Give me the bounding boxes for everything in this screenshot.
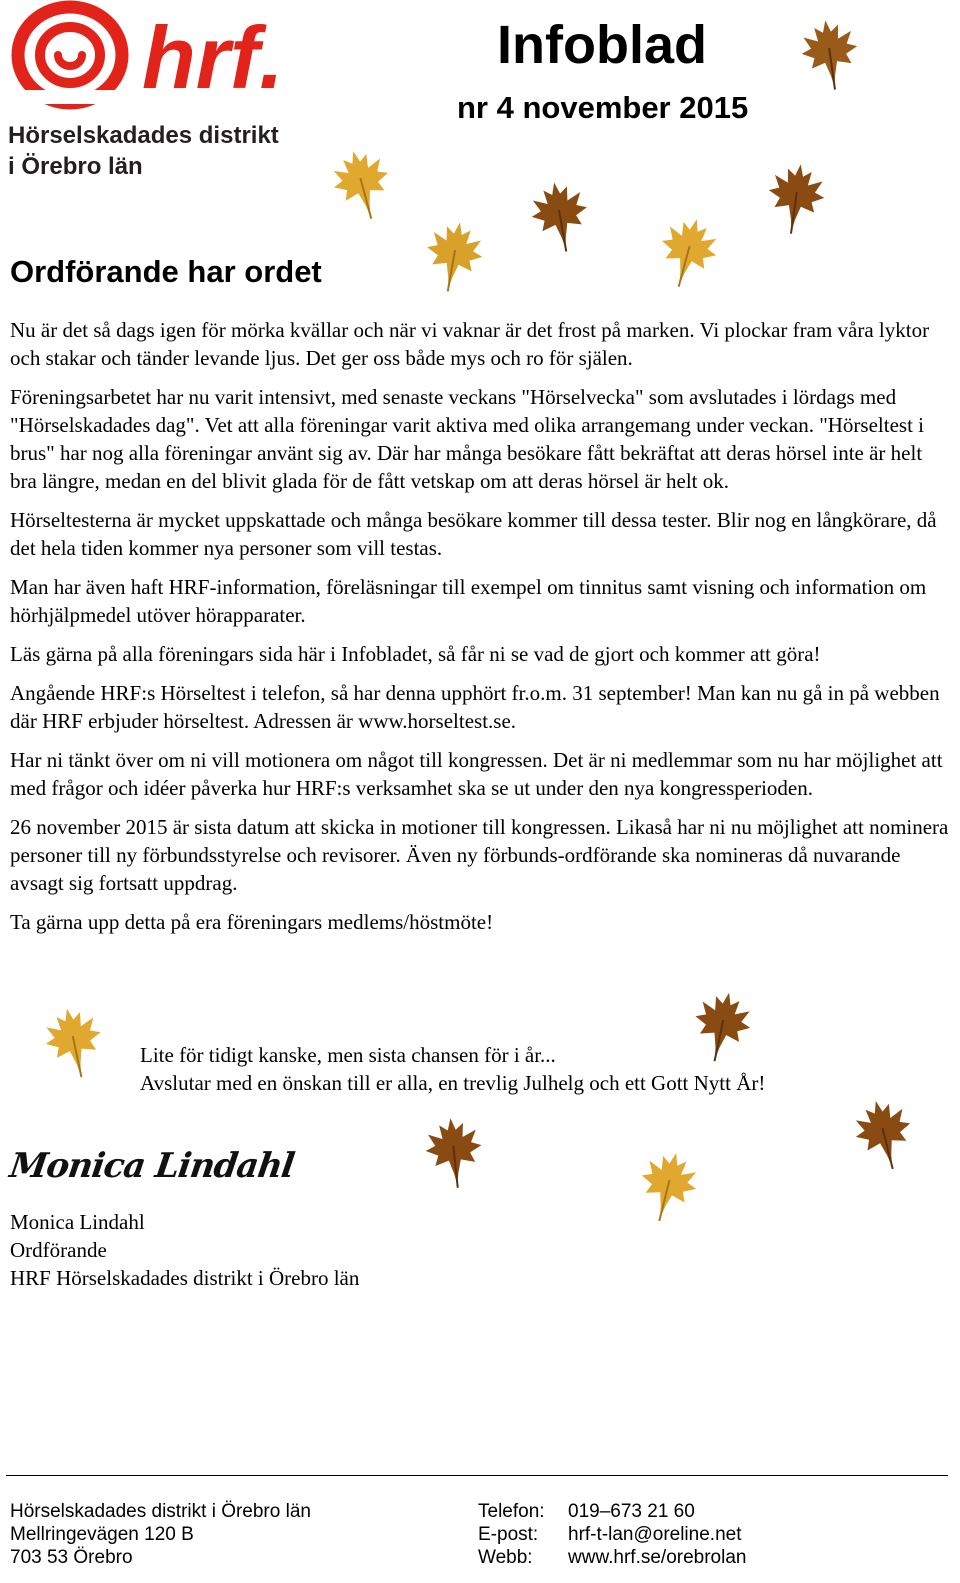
closing-line-2: Avslutar med en önskan till er alla, en trevlig Julhelg och ett Gott Nytt År!: [140, 1071, 766, 1095]
footer-address: [10, 1500, 311, 1569]
signer-role: Ordförande: [10, 1238, 107, 1262]
article-paragraph: Ta gärna upp detta på era föreningars medlems/höstmöte!: [10, 910, 494, 934]
article-paragraph: 26 november 2015 är sista datum att skicka in motioner till kongressen. Likaså har ni nu möjlighet att nominera personer till ny förbundsstyrelse och revisorer. Även ny förbunds-ordförande ska nomineras då nuvarande avsagt sig fortsatt uppdrag.: [10, 815, 949, 895]
footer-divider: [6, 1475, 948, 1476]
maple-leaf-icon: [44, 1006, 104, 1078]
article-paragraph: Läs gärna på alla föreningars sida här i Infobladet, så får ni se vad de gjort och kommer att göra!: [10, 642, 821, 666]
article-paragraph: Man har även haft HRF-information, föreläsningar till exempel om tinnitus samt visning och information om hörhjälpmedel utöver hörapparater.: [10, 575, 927, 627]
closing-text: [140, 1041, 940, 1097]
article-paragraph: Föreningsarbetet har nu varit intensivt, med senaste veckans "Hörselvecka" som avslutades i lördags med "Hörselskadades dag". Vet att alla föreningar varit aktiva med olika arrangemang under veckan. "Hörseltest i brus" har nog alla föreningar använt sig av. Där har många besökare fått bekräftat att deras hörsel inte är helt bra längre, medan en del blivit glada för de fått vetskap om att deras hörsel är helt ok.: [10, 385, 925, 493]
article-paragraph: Angående HRF:s Hörseltest i telefon, så har denna upphört fr.o.m. 31 september! Man kan nu gå in på webben där HRF erbjuder hörseltest. Adressen är www.horseltest.se.: [10, 681, 940, 733]
hrf-logo: [0, 0, 300, 190]
hrf-logo-wordmark: hrf.: [142, 8, 284, 107]
signer-name: Monica Lindahl: [10, 1210, 145, 1234]
maple-leaf-icon: [424, 1116, 484, 1188]
issue-label: nr 4 november 2015: [457, 90, 749, 125]
article-body: [10, 316, 950, 947]
maple-leaf-icon: [638, 1150, 698, 1222]
handwritten-signature: Monica Lindahl: [7, 1146, 297, 1186]
footer-contact: [478, 1500, 746, 1569]
footer-org: Hörselskadades distrikt i Örebro län: [10, 1501, 311, 1522]
closing-line-1: Lite för tidigt kanske, men sista chansen för i år...: [140, 1043, 556, 1067]
maple-leaf-icon: [332, 148, 392, 220]
maple-leaf-icon: [424, 220, 484, 292]
hrf-logo-mark: [0, 0, 300, 110]
newsletter-title: Infoblad: [497, 15, 707, 75]
logo-line-2: i Örebro län: [8, 153, 143, 180]
article-paragraph: Har ni tänkt över om ni vill motionera om något till kongressen. Det är ni medlemmar som nu har möjlighet att med frågor och idéer påverka hur HRF:s verksamhet ska se ut under den nya kongressperioden.: [10, 748, 943, 800]
email-address[interactable]: hrf-t-lan@oreline.net: [568, 1524, 742, 1545]
article-paragraph: Nu är det så dags igen för mörka kvällar och när vi vaknar är det frost på marken. Vi plockar fram våra lyktor och stakar och tänder levande ljus. Det ger oss både mys och ro för själen.: [10, 318, 930, 370]
signer-organization: HRF Hörselskadades distrikt i Örebro län: [10, 1266, 360, 1290]
maple-leaf-icon: [766, 162, 826, 234]
maple-leaf-icon: [530, 180, 590, 252]
email-label: E-post:: [478, 1524, 539, 1545]
web-address[interactable]: www.hrf.se/orebrolan: [568, 1547, 747, 1568]
footer-street: Mellringevägen 120 B: [10, 1524, 194, 1545]
web-label: Webb:: [478, 1547, 533, 1568]
signature-block: [10, 1208, 359, 1292]
article-heading: Ordförande har ordet: [10, 254, 322, 289]
phone-label: Telefon:: [478, 1501, 545, 1522]
maple-leaf-icon: [800, 18, 860, 90]
maple-leaf-icon: [658, 216, 718, 288]
phone-number: 019–673 21 60: [568, 1501, 695, 1522]
logo-line-1: Hörselskadades distrikt: [8, 122, 279, 149]
footer-postal: 703 53 Örebro: [10, 1547, 133, 1568]
maple-leaf-icon: [854, 1098, 914, 1170]
article-paragraph: Hörseltesterna är mycket uppskattade och många besökare kommer till dessa tester. Blir nog en långkörare, då det hela tiden kommer nya personer som vill testas.: [10, 508, 937, 560]
